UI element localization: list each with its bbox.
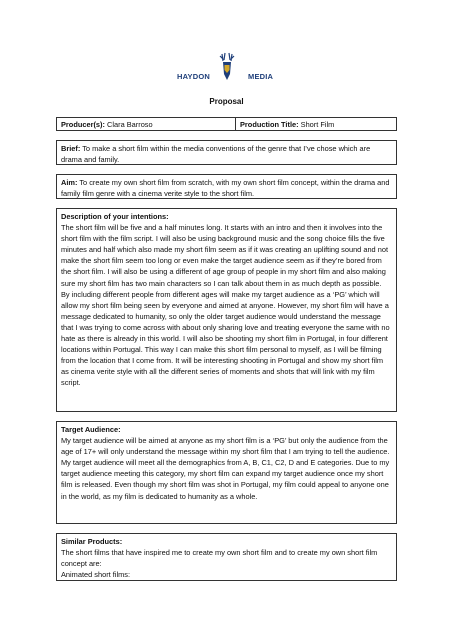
description-label: Description of your intentions: (61, 212, 169, 221)
similar-text: The short films that have inspired me to create my own short film and to create my own short film concept are: (61, 548, 378, 569)
brief-box (56, 140, 397, 165)
brief-text: To make a short film within the media conventions of the genre that I’ve chose which are drama and family. (61, 144, 371, 165)
production-title-label: Production Title: (240, 120, 299, 129)
aim-label: Aim: (61, 178, 78, 187)
producer-cell (57, 118, 236, 130)
target-label: Target Audience: (61, 425, 121, 434)
producer-row (56, 117, 397, 131)
brief-label: Brief: (61, 144, 81, 153)
production-title-value: Short Film (300, 120, 335, 129)
target-audience-box (56, 421, 397, 524)
similar-sub: Animated short films: (61, 570, 131, 580)
page-title: Proposal (209, 97, 244, 106)
stag-head-icon (219, 52, 235, 84)
haydon-media-logo (0, 50, 453, 90)
description-text: The short film will be five and a half minutes long. It starts with an intro and then it involves into the short film with the film script. I will also be using background music and the song choice fills the five minutes and half which also made my short film seem as if it was creating an uplifting sound and not make the short film seem too long or even make the target audience seem as if they’re bored from the short film. I will also be using a different of age group of people in my short film and also making sure my short film has two main characters so I can talk about them in as much depth as possible. By including different people from different ages will make my target audience as a ‘PG’ which will allow my short film being seen by everyone and aimed at anyone. However, my short film will have a message dedicated to humanity, so only the older target audience would understand the message that I was trying to come across with about only sharing love and treating everyone the same with no hate as there is already in this world. I will also be shooting my short film in Portugal, in four different locations within Portugal. This way I can make this short film personal to myself, as I will be filming from the location that I come from. It will be interesting shooting in Portugal and show my short film as cinema verite style with all the different series of moments and shots that will link with my film script. (61, 223, 390, 388)
description-box (56, 208, 397, 412)
similar-products-box (56, 533, 397, 581)
similar-label: Similar Products: (61, 537, 123, 546)
aim-text: To create my own short film from scratch, with my own short film concept, within the drama and family film genre with a cinema verite style to the short film. (61, 178, 390, 199)
production-title-cell (236, 118, 338, 130)
aim-box (56, 174, 397, 199)
producer-label: Producer(s): (61, 120, 105, 129)
logo-word-right: MEDIA (248, 72, 274, 81)
logo-word-left: HAYDON (177, 72, 211, 81)
producer-value: Clara Barroso (107, 120, 153, 129)
target-text: My target audience will be aimed at anyone as my short film is a ‘PG’ but only the audience from the age of 17+ will only understand the message within my short film that I am trying to tell the audience. My target audience will meet all the demographics from A, B, C1, C2, D and E categories. Due to my target audience meeting this category, my short film can expand my target audience once my short film is released. Even though my short film was shot in Portugal, my film could appeal to anyone one in the world, as my film is dedicated to humanity as a whole. (61, 436, 390, 501)
